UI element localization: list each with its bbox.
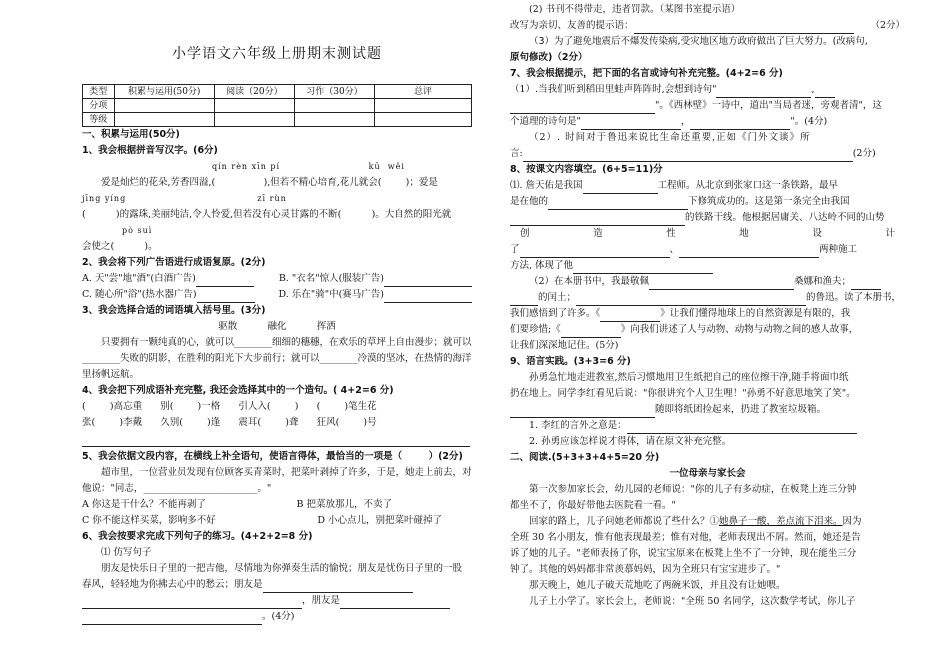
question-text: 2. 孙勇应该怎样说才得体，请在原文补充完整。 — [529, 436, 732, 447]
question-text: (2) 书刊不得带走，违者罚款。（某图书室提示语） — [529, 4, 741, 15]
question-text: 超市里，一位营业员发现有位顾客买青菜时，把菜叶剥掉了许多，于是，她走上前去，对 — [101, 467, 472, 478]
question-5: 5、我会依据文段内容，在横线上补全语句，使语言得体，最恰当的一项是（ ）(2分) — [82, 451, 463, 462]
options-row — [82, 287, 472, 303]
story-text: 回家的路上，儿子问她老师都说了些什么？①她鼻子一酸，差点流下泪来。因为 — [529, 516, 862, 527]
left-column — [82, 0, 472, 625]
table-header: 习作（30分） — [294, 85, 374, 99]
section-heading: 一、积累与运用(50分) — [82, 129, 180, 140]
question-text: 的闰土； 的鲁迅。读了本册书， — [510, 290, 905, 306]
score-table — [82, 84, 472, 127]
question-text: 是在他的 下修筑成功的。这是第一条完全由我国 — [510, 194, 905, 210]
story-text: 全班 30 名小朋友，惟有他表现最差；惟有对他，老师表现出不屑。然而，她还是告 — [510, 532, 861, 543]
pinyin-line: pò suì — [122, 226, 153, 235]
story-text: 儿子上小学了。家长会上，老师说："全班 50 名同学，这次数学考试，你儿子 — [529, 596, 856, 607]
question-9: 9、语言实践。(3+3=6 分) — [510, 356, 631, 367]
option: D 小心点儿，别把菜叶碰掉了 — [317, 515, 442, 526]
question-text: 扔在地上。同学李红看见后说："你很讲究个人卫生哩！"孙勇不好意思地笑了笑"。 — [510, 388, 856, 399]
page-title: 小学语文六年级上册期末测试题 — [172, 46, 382, 62]
table-header: 阅读（20分） — [214, 85, 294, 99]
question-text: 他说："同志，________________________。" — [82, 483, 272, 494]
question-text: （1）.当我们听到稻田里蛙声阵阵时,会想到诗句" , — [510, 82, 905, 98]
question-text: 们要珍惜;《 》向我们讲述了人与动物、动物与动物之间的感人故事， — [510, 322, 905, 338]
question-text: 春风，轻轻地为你拂去心中的愁云；朋友是 — [82, 577, 472, 593]
table-row — [83, 99, 472, 113]
question-text: 。(4分) — [82, 609, 472, 625]
table-header: 类型 — [83, 85, 115, 99]
question-text: 1. 李红的言外之意是： — [510, 418, 905, 434]
option: C 你不能这样买菜，影响多不好 — [82, 515, 216, 526]
question-text: 爱是灿烂的花朵,芳香四溢,( ),但若不精心培育,花儿就会( )；爱是 — [101, 177, 438, 188]
section-heading: 二、阅读.(5+3+3+4+5=20 分) — [510, 452, 660, 463]
question-text: ( )的露珠,美丽纯洁,令人怜爱,但若没有心灵甘露的不断( )。大自然的阳光就 — [82, 209, 452, 220]
table-header: 总评 — [375, 85, 472, 99]
question-text: （2）在本册书中，我最敬佩 桑娜和渔夫； — [510, 274, 905, 290]
story-text: 钟了。其他的妈妈都非常羡慕妈妈，因为全班只有宝宝进步了。" — [510, 564, 781, 575]
question-text: 了 、 两种施工 — [510, 242, 905, 258]
story-text: 诉了她的儿子。"老师表扬了你，说宝宝原来在板凳上坐不了一分钟，现在能坐三分 — [510, 548, 857, 559]
options-row — [82, 271, 472, 287]
question-text: "。《西林壁》一诗中，道出"当局者迷，旁观者清"，这 — [510, 98, 905, 114]
option: B. "衣名"惊人(服装广告) — [279, 271, 472, 287]
question-7: 7、我会根据提示，把下面的名言或诗句补充完整。(4+2=6 分) — [510, 68, 783, 79]
option: D. 乐在"骑"中(赛马广告) — [279, 287, 472, 303]
question-text: 原句修改)（2分） — [510, 52, 588, 63]
question-text: 孙勇急忙地走进教室,然后习惯地用卫生纸把自己的座位擦干净,随手将面巾纸 — [529, 372, 849, 383]
table-row — [83, 85, 472, 99]
sub-question: ⑴ 仿写句子 — [101, 547, 152, 558]
right-column — [510, 0, 905, 610]
spaced-text: 创 造 性 地 设 计 — [520, 228, 895, 239]
question-text: 会使之( )。 — [82, 241, 158, 252]
question-4: 4、我会把下列成语补充完整, 我还会选择其中的一个造句。( 4+2=6 分) — [82, 385, 394, 396]
options-row — [82, 513, 472, 529]
option: A 你这是干什么？不能再剥了 — [82, 499, 206, 510]
question-text: 方法, 体现了他 — [510, 258, 905, 274]
pinyin-line: qín rèn xīn pí kū wěi — [212, 162, 405, 171]
question-text: 言: (2分) — [510, 146, 905, 162]
question-text: 改写为亲切、友善的提示语： （2分） — [510, 18, 905, 34]
option: C. 随心所"浴"(热水器广告) — [82, 287, 255, 303]
question-text: ________失败的阴影，在胜利的阳光下大步前行；就可以________冷漠的坚冰，在热情的海洋 — [82, 353, 472, 364]
question-text: ，朋友是 — [82, 593, 472, 609]
story-text: 都坐不了，你最好带他去医院看一看。" — [510, 500, 676, 511]
question-1: 1、我会根据拼音写汉字。(6分) — [82, 145, 218, 156]
table-row — [83, 113, 472, 127]
question-6: 6、我会按要求完成下列句子的练习。(4+2+2=8 分) — [82, 531, 313, 542]
question-text: 让我们深深地记住。(5分) — [510, 340, 619, 351]
options-row — [82, 497, 472, 513]
question-text: 朋友是快乐日子里的一把吉他，尽情地为你弹奏生活的愉悦；朋友是忧伤日子里的一股 — [101, 563, 463, 574]
story-text: 第一次参加家长会，幼儿园的老师说："你的儿子有多动症，在板凳上连三分钟 — [529, 484, 857, 495]
table-row-label: 分项 — [83, 99, 115, 113]
table-header: 积累与运用(50分) — [114, 85, 214, 99]
question-text: 的铁路干线。他根据居庸关、八达岭不同的山势 — [510, 210, 905, 226]
question-text: 随即将纸团捡起来，扔进了教室垃圾箱。 — [510, 402, 905, 418]
question-8: 8、按课文内容填空。(6+5=11)分 — [510, 164, 663, 175]
option: A. 天"尝"地"酒"(白酒广告) — [82, 271, 254, 287]
idiom-row: 张( )李戴 久别( )逢 震耳( )聋 狂风( )号 — [82, 417, 377, 428]
pinyin-line: jīng yíng zī rùn — [82, 194, 287, 203]
question-text: 只要拥有一颗纯真的心，就可以________细细的穗穗，在欢乐的草坪上自由漫步；就可以 — [101, 337, 472, 348]
table-row-label: 等级 — [83, 113, 115, 127]
question-text: 我们感悟到了许多。《 》让我们懂得地球上的自然资源是有限的，我 — [510, 306, 905, 322]
story-title: 一位母亲与家长会 — [669, 468, 746, 479]
question-text: （2）. 时间对于鲁迅来说比生命还重要,正如《门外文谈》所 — [529, 132, 811, 143]
option: B 把菜放那儿，不卖了 — [296, 499, 392, 510]
question-text: 个道理的诗句是" ， "。(4分) — [510, 114, 905, 130]
word-bank: 驱散 融化 挥洒 — [218, 321, 336, 332]
question-2: 2、我会将下列广告语进行成语复原。(2分) — [82, 257, 266, 268]
question-3: 3、我会选择合适的词语填入括号里。(3分) — [82, 305, 266, 316]
question-text: 里扬帆远航。 — [82, 369, 140, 380]
question-text: （3）为了避免地震后不爆发传染病,受灾地区地方政府做出了巨大努力。(改病句, — [529, 36, 868, 47]
question-text: ⑴. 詹天佑是我国 工程师。从北京到张家口这一条铁路，最早 — [510, 178, 905, 194]
story-text: 那天晚上，她儿子破天荒地吃了两碗米饭，并且没有让她喂。 — [529, 580, 786, 591]
idiom-row: ( )高忘重 别( )一格 引人入( ) ( )笔生花 — [82, 401, 377, 412]
underlined-sentence: 她鼻子一酸，差点流下泪来。 — [719, 516, 843, 527]
